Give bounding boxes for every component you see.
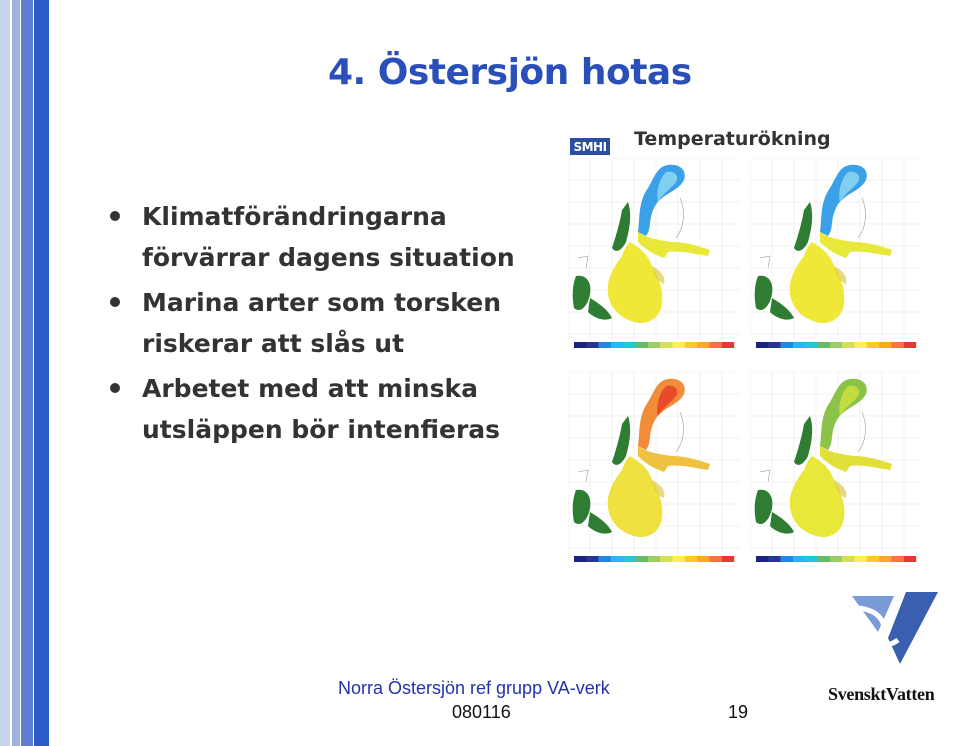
color-scale-bar [756,556,916,562]
bullet-text: Arbetet med att minska utsläppen bör intenfieras [142,374,501,444]
brand-name: SvensktVatten [828,684,935,704]
decorative-stripes [0,0,52,746]
baltic-map [568,372,740,572]
map-panel [568,158,740,358]
bullet-dot-icon [110,383,120,393]
map-panel [568,372,740,572]
figure-title: Temperaturökning [634,128,831,150]
page-number: 19 [728,702,749,722]
stripe [34,0,49,746]
bullet-dot-icon [110,211,120,221]
bullet-item [108,368,528,450]
map-panel [750,372,922,572]
bullet-item [108,282,528,364]
smhi-logo: SMHI [570,138,610,155]
bullet-text: Marina arter som torsken riskerar att slås ut [142,288,502,358]
color-scale-bar [756,342,916,348]
temperature-figure [566,124,928,580]
svenskt-vatten-logo-icon [848,588,940,668]
stripe [0,0,10,746]
baltic-map [750,372,922,572]
color-scale-bar [574,342,734,348]
baltic-map [568,158,740,358]
color-scale-bar [574,556,734,562]
baltic-map [750,158,922,358]
bullet-list [108,196,528,454]
bullet-dot-icon [110,297,120,307]
footer-title: Norra Östersjön ref grupp VA-verk [338,678,610,698]
stripe [12,0,20,746]
slide-title: 4. Östersjön hotas [328,52,692,93]
map-panel [750,158,922,358]
stripe [21,0,33,746]
bullet-text: Klimatförändringarna förvärrar dagens situation [142,202,515,272]
bullet-item [108,196,528,278]
footer-date: 080116 [452,702,511,722]
